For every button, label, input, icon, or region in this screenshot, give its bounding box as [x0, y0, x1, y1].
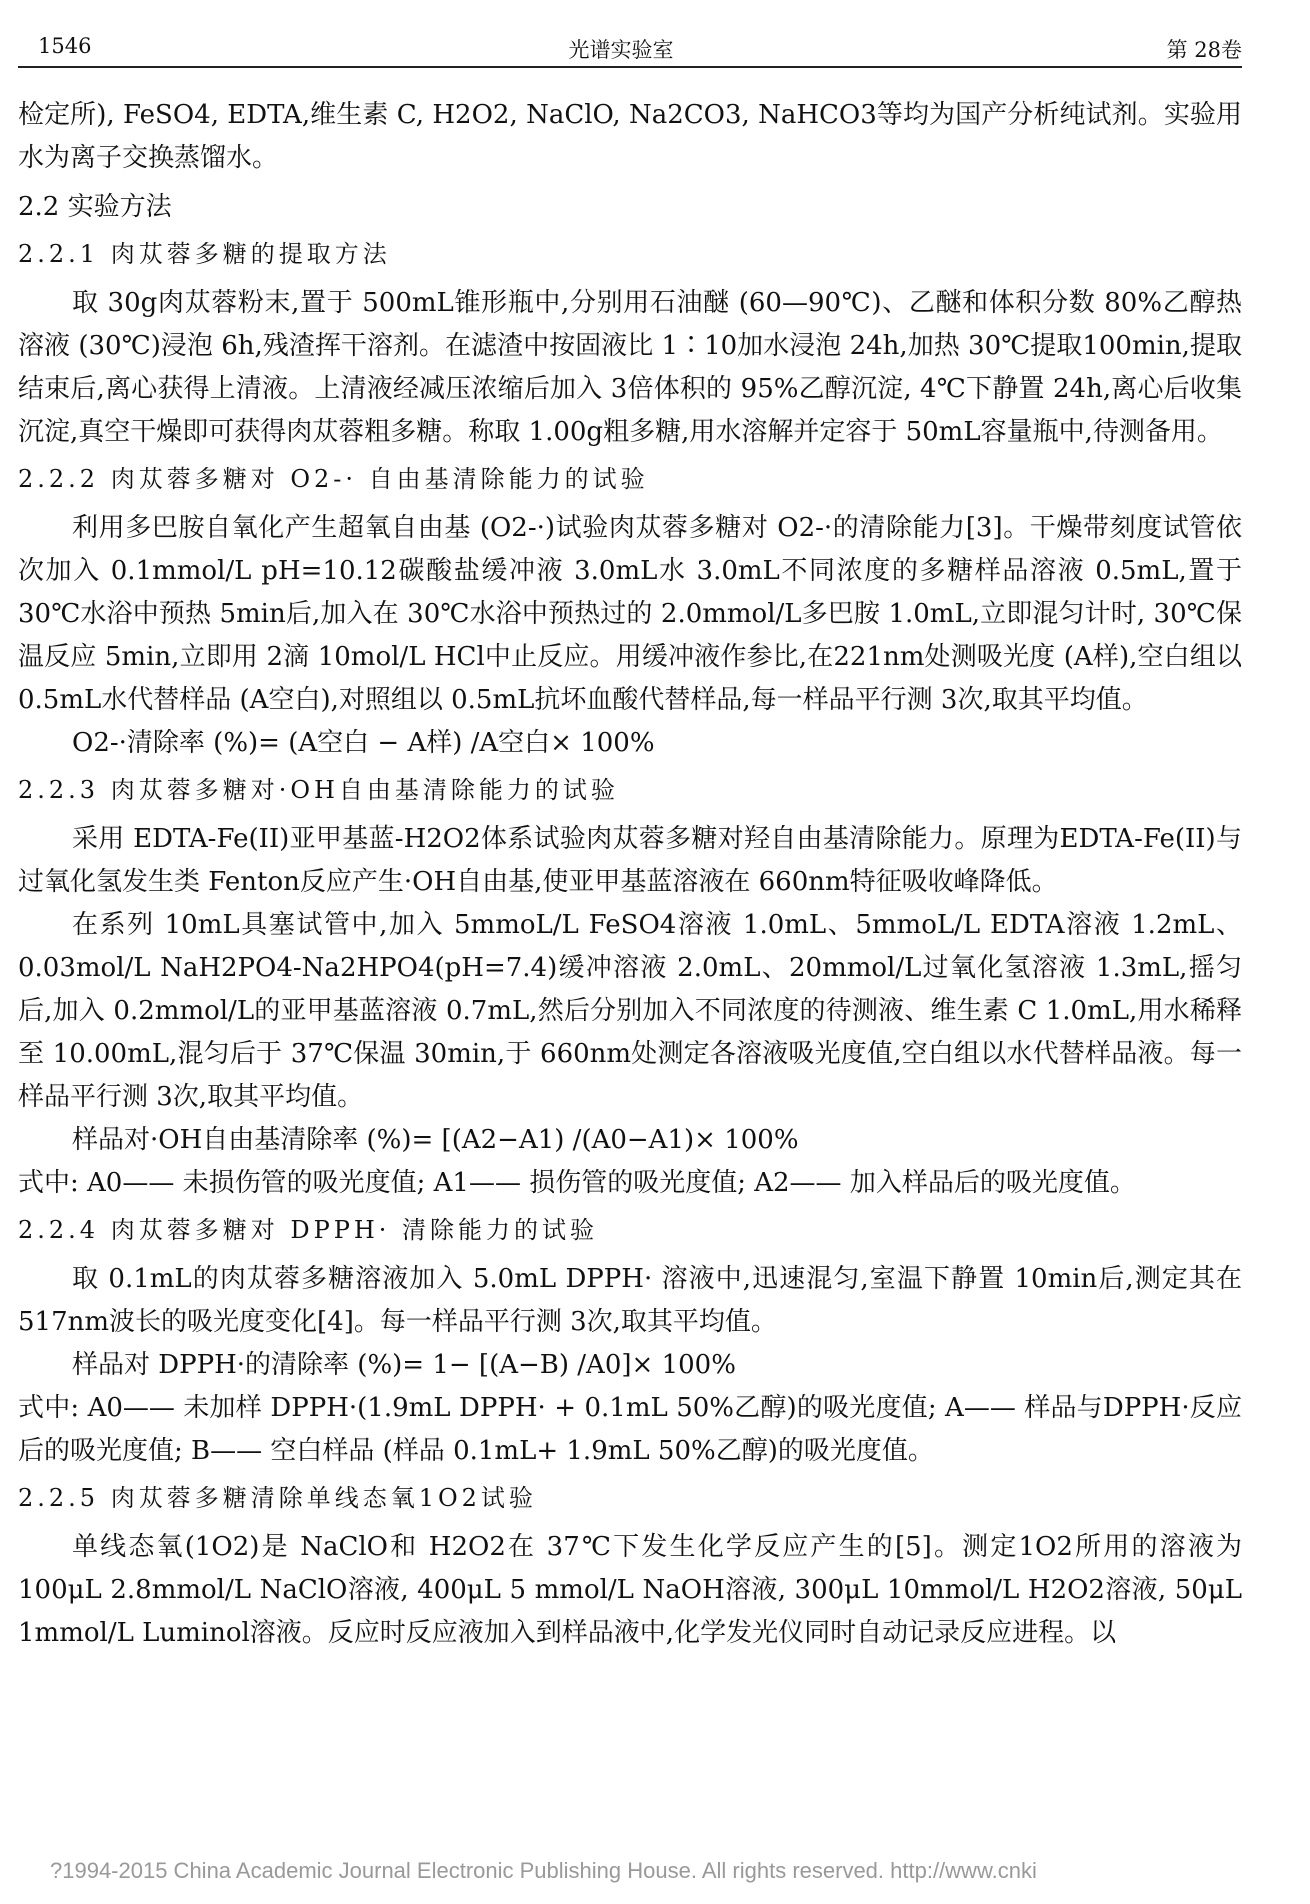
page-number: 1546	[38, 34, 92, 58]
reagents-paragraph: 检定所), FeSO4, EDTA,维生素 C, H2O2, NaClO, Na2CO3, NaHCO3等均为国产分析纯试剂。实验用水为离子交换蒸馏水。	[18, 100, 1242, 173]
singlet-oxygen-paragraph: 单线态氧(1O2)是 NaClO和 H2O2在 37℃下发生化学反应产生的[5]。测定1O2所用的溶液为100μL 2.8mmol/L NaClO溶液, 400μL 5 mmol/L NaOH溶液, 300μL 10mmol/L H2O2溶液, 50μL 1mmol/L Luminol溶液。反应时反应液加入到样品液中,化学发光仪同时自动记录反应进程。以	[18, 1532, 1242, 1648]
section-heading-2-2: 2.2 实验方法	[18, 192, 172, 222]
dpph-paragraph: 取 0.1mL的肉苁蓉多糖溶液加入 5.0mL DPPH· 溶液中,迅速混匀,室温下静置 10min后,测定其在 517nm波长的吸光度变化[4]。每一样品平行测 3次,取其平均值。	[18, 1264, 1242, 1337]
volume-label: 第 28卷	[1166, 38, 1242, 62]
section-heading-2-2-5: 2.2.5 肉苁蓉多糖清除单线态氧1O2试验	[18, 1484, 537, 1512]
hydroxyl-principle-paragraph: 采用 EDTA-Fe(II)亚甲基蓝-H2O2体系试验肉苁蓉多糖对羟自由基清除能力。原理为EDTA-Fe(II)与过氧化氢发生类 Fenton反应产生·OH自由基,使亚甲基蓝溶液在 660nm特征吸收峰降低。	[18, 824, 1242, 897]
header-rule	[18, 66, 1242, 68]
journal-title: 光谱实验室	[568, 38, 674, 62]
dpph-formula-note: 式中: A0—— 未加样 DPPH·(1.9mL DPPH· + 0.1mL 50%乙醇)的吸光度值; A—— 样品与DPPH·反应后的吸光度值; B—— 空白样品 (样品 0.1mL+ 1.9mL 50%乙醇)的吸光度值。	[18, 1393, 1242, 1466]
section-heading-2-2-4: 2.2.4 肉苁蓉多糖对 DPPH· 清除能力的试验	[18, 1216, 599, 1244]
section-heading-2-2-3: 2.2.3 肉苁蓉多糖对·OH自由基清除能力的试验	[18, 776, 619, 804]
page-header	[0, 28, 1242, 68]
hydroxyl-formula: 样品对·OH自由基清除率 (%)= [(A2−A1) /(A0−A1)× 100%	[72, 1125, 799, 1155]
copyright-watermark: ?1994-2015 China Academic Journal Electronic Publishing House. All rights reserved. http://www.cnki	[50, 1858, 1037, 1883]
superoxide-formula: O2-·清除率 (%)= (A空白 − A样) /A空白× 100%	[72, 728, 655, 758]
hydroxyl-procedure-paragraph: 在系列 10mL具塞试管中,加入 5mmoL/L FeSO4溶液 1.0mL、5mmoL/L EDTA溶液 1.2mL、0.03mol/L NaH2PO4-Na2HPO4(pH=7.4)缓冲溶液 2.0mL、20mmol/L过氧化氢溶液 1.3mL,摇匀后,加入 0.2mmol/L的亚甲基蓝溶液 0.7mL,然后分别加入不同浓度的待测液、维生素 C 1.0mL,用水稀释至 10.00mL,混匀后于 37℃保温 30min,于 660nm处测定各溶液吸光度值,空白组以水代替样品液。每一样品平行测 3次,取其平均值。	[18, 910, 1242, 1112]
article-body	[18, 94, 1242, 1655]
hydroxyl-formula-note: 式中: A0—— 未损伤管的吸光度值; A1—— 损伤管的吸光度值; A2—— 加入样品后的吸光度值。	[18, 1168, 1136, 1198]
section-heading-2-2-2: 2.2.2 肉苁蓉多糖对 O2-· 自由基清除能力的试验	[18, 465, 649, 493]
superoxide-paragraph: 利用多巴胺自氧化产生超氧自由基 (O2-·)试验肉苁蓉多糖对 O2-·的清除能力[3]。干燥带刻度试管依次加入 0.1mmol/L pH=10.12碳酸盐缓冲液 3.0mL水 3.0mL不同浓度的多糖样品溶液 0.5mL,置于 30℃水浴中预热 5min后,加入在 30℃水浴中预热过的 2.0mmol/L多巴胺 1.0mL,立即混匀计时, 30℃保温反应 5min,立即用 2滴 10mol/L HCl中止反应。用缓冲液作参比,在221nm处测吸光度 (A样),空白组以 0.5mL水代替样品 (A空白),对照组以 0.5mL抗坏血酸代替样品,每一样品平行测 3次,取其平均值。	[18, 513, 1242, 715]
dpph-formula: 样品对 DPPH·的清除率 (%)= 1− [(A−B) /A0]× 100%	[72, 1350, 736, 1380]
extraction-paragraph: 取 30g肉苁蓉粉末,置于 500mL锥形瓶中,分别用石油醚 (60—90℃)、乙醚和体积分数 80%乙醇热溶液 (30℃)浸泡 6h,残渣挥干溶剂。在滤渣中按固液比 1∶10加水浸泡 24h,加热 30℃提取100min,提取结束后,离心获得上清液。上清液经减压浓缩后加入 3倍体积的 95%乙醇沉淀, 4℃下静置 24h,离心后收集沉淀,真空干燥即可获得肉苁蓉粗多糖。称取 1.00g粗多糖,用水溶解并定容于 50mL容量瓶中,待测备用。	[18, 288, 1242, 447]
section-heading-2-2-1: 2.2.1 肉苁蓉多糖的提取方法	[18, 240, 391, 268]
